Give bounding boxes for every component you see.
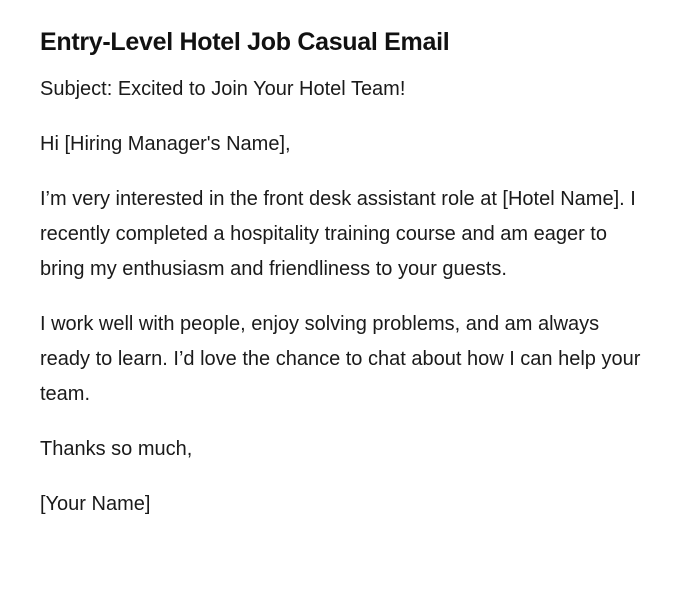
document-title: Entry-Level Hotel Job Casual Email <box>40 28 450 56</box>
email-subject: Subject: Excited to Join Your Hotel Team! <box>40 78 406 100</box>
email-paragraph-2: I work well with people, enjoy solving problems, and am always ready to learn. I’d love the chance to chat about how I can help your team. <box>40 313 641 405</box>
email-greeting: Hi [Hiring Manager's Name], <box>40 133 291 155</box>
email-closing: Thanks so much, <box>40 438 193 460</box>
email-paragraph-1: I’m very interested in the front desk assistant role at [Hotel Name]. I recently completed a hospitality training course and am eager to bring my enthusiasm and friendliness to your guests. <box>40 188 636 280</box>
email-signature: [Your Name] <box>40 493 151 515</box>
